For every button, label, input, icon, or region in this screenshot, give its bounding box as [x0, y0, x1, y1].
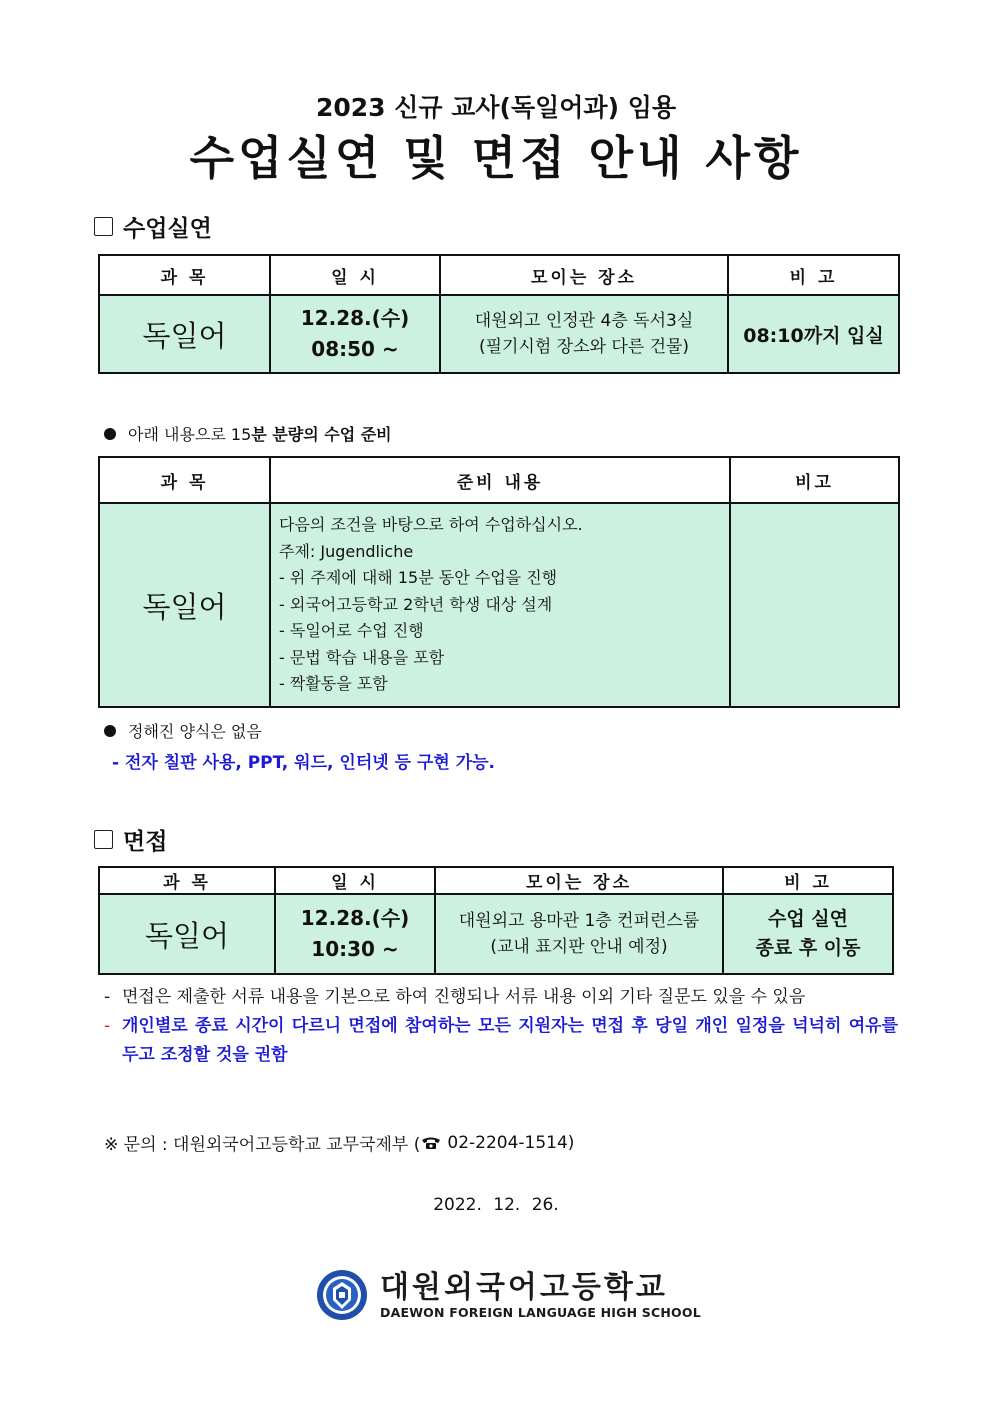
demo-header-subject: 과 목 [99, 255, 270, 295]
bullet-icon [104, 725, 116, 737]
section-demo-heading [94, 210, 212, 243]
interview-note-1-text: 면접은 제출한 서류 내용을 기본으로 하여 진행되나 서류 내용 이외 기타 질문도 있을 수 있음 [122, 987, 806, 1007]
demo-place [440, 295, 728, 373]
contact [104, 1130, 574, 1155]
demo-datetime [270, 295, 440, 373]
logo-english: DAEWON FOREIGN LANGUAGE HIGH SCHOOL [380, 1304, 701, 1320]
prep-bullet [104, 422, 392, 445]
interview-table [98, 866, 894, 975]
prep-header-subject: 과 목 [99, 457, 270, 503]
format-note: - 전자 칠판 사용, PPT, 워드, 인터넷 등 구현 가능. [112, 753, 495, 773]
interview-header-subject: 과 목 [99, 867, 275, 894]
prep-content [270, 503, 730, 707]
interview-datetime [275, 894, 435, 974]
document-date: 2022. 12. 26. [433, 1195, 559, 1215]
bullet-icon [104, 428, 116, 440]
interview-notes [104, 983, 898, 1070]
school-logo [316, 1269, 701, 1321]
prep-line: - 독일어로 수업 진행 [279, 621, 424, 640]
prep-line: - 문법 학습 내용을 포함 [279, 647, 445, 667]
prep-bullet-bold: 분 분량의 수업 준비 [251, 425, 392, 444]
prep-line: - 짝활동을 포함 [279, 674, 388, 693]
prep-note [730, 503, 899, 707]
interview-note-2-text: 개인별로 종료 시간이 다르니 면접에 참여하는 모든 지원자는 면접 후 당일 개인 일정을 넉넉히 여유를 두고 조정할 것을 권함 [122, 1016, 898, 1065]
prep-line: 다음의 조건을 바탕으로 하여 수업하십시오. [279, 515, 583, 534]
demo-note: 08:10까지 입실 [728, 295, 899, 373]
prep-line: 주제: Jugendliche [279, 541, 414, 561]
demo-header-place: 모이는 장소 [440, 255, 728, 295]
format-bullet-text: 정해진 양식은 없음 [128, 722, 262, 741]
interview-note [723, 894, 893, 974]
prep-subject: 독일어 [99, 503, 270, 707]
interview-header-place: 모이는 장소 [435, 867, 723, 894]
interview-date: 12.28.(수) [300, 906, 410, 930]
school-emblem-icon [316, 1269, 368, 1321]
demo-table [98, 254, 900, 374]
demo-date: 12.28.(수) [300, 306, 410, 330]
demo-place-line1: 대원외고 인정관 4층 독서3실 [474, 311, 694, 331]
interview-note-1: - 면접은 제출한 서류 내용을 기본으로 하여 진행되나 서류 내용 이외 기타 질문도 있을 수 있음 [104, 983, 898, 1012]
logo-korean: 대원외국어고등학교 [380, 1269, 668, 1305]
demo-header-note: 비 고 [728, 255, 899, 295]
section-interview-heading [94, 823, 167, 856]
prep-header-content: 준비 내용 [270, 457, 730, 503]
checkbox-icon [94, 830, 113, 849]
interview-time: 10:30 ~ [311, 937, 399, 961]
interview-header-datetime: 일 시 [275, 867, 435, 894]
section-interview-label: 면접 [123, 829, 168, 855]
prep-header-note: 비고 [730, 457, 899, 503]
demo-header-datetime: 일 시 [270, 255, 440, 295]
prep-line: - 위 주제에 대해 15분 동안 수업을 진행 [279, 568, 558, 587]
interview-place [435, 894, 723, 974]
interview-note-line1: 수업 실연 [767, 908, 849, 930]
interview-subject: 독일어 [99, 894, 275, 974]
checkbox-icon [94, 217, 113, 236]
format-bullet [104, 719, 262, 742]
interview-note-2: - 개인별로 종료 시간이 다르니 면접에 참여하는 모든 지원자는 면접 후 당일 개인 일정을 넉넉히 여유를 두고 조정할 것을 권함 [104, 1012, 898, 1070]
demo-subject: 독일어 [99, 295, 270, 373]
section-demo-label: 수업실연 [123, 216, 212, 242]
interview-note-line2: 종료 후 이동 [755, 937, 861, 959]
contact-prefix: ※ 문의 : 대원외국어고등학교 교무국제부 ( [104, 1135, 421, 1155]
interview-place-line1: 대원외고 용마관 1층 컨퍼런스룸 [458, 911, 700, 931]
demo-place-line2: (필기시험 장소와 다른 건물) [478, 337, 690, 357]
prep-line: - 외국어고등학교 2학년 학생 대상 설계 [279, 594, 553, 614]
interview-header-note: 비 고 [723, 867, 893, 894]
interview-place-line2: (교내 표지판 안내 예정) [490, 937, 668, 957]
prep-table [98, 456, 900, 708]
page-title: 수업실연 및 면접 안내 사항 [189, 131, 803, 185]
demo-time: 08:50 ~ [311, 337, 399, 361]
subtitle: 2023 신규 교사(독일어과) 임용 [315, 93, 677, 122]
prep-bullet-prefix: 아래 내용으로 15 [128, 425, 252, 444]
contact-phone: 02-2204-1514) [447, 1132, 575, 1153]
phone-icon [421, 1136, 441, 1150]
